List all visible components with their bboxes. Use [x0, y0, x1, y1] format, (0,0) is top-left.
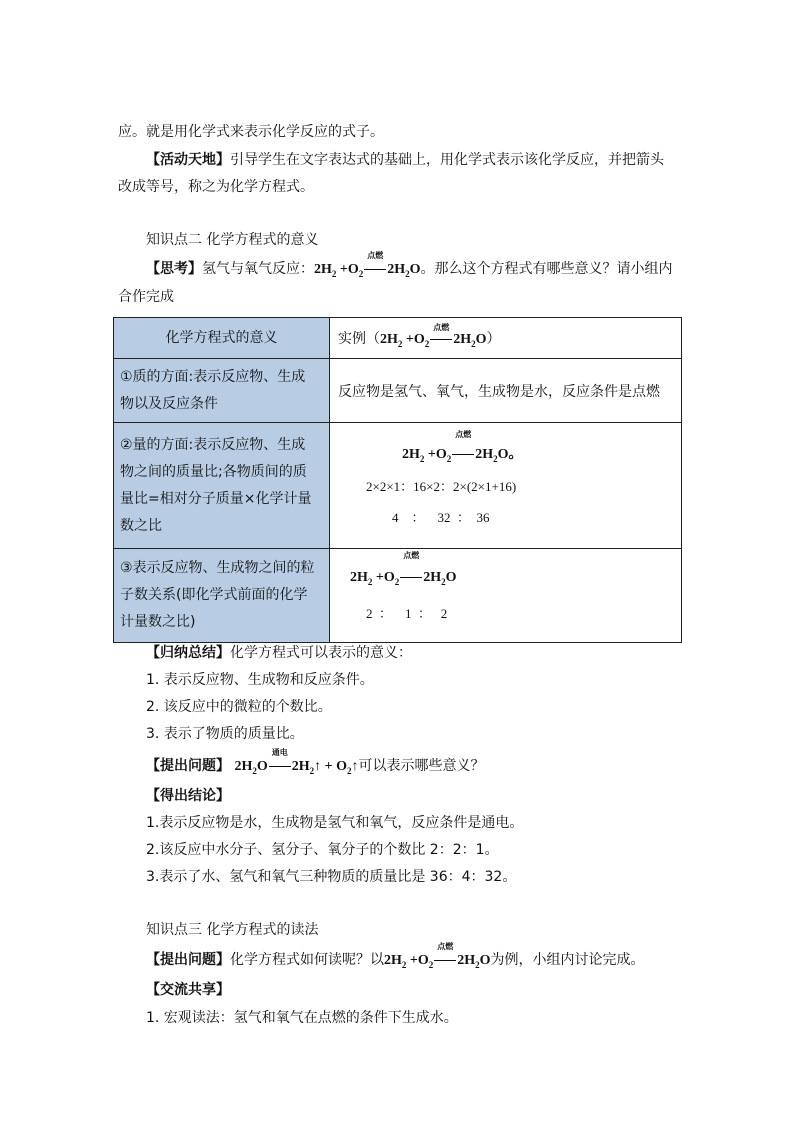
row2-right	[330, 423, 682, 549]
activity-paragraph-cont: 改成等号，称之为化学方程式。	[118, 179, 314, 195]
list-item: 3.表示了水、氢气和氧气三种物质的质量比是 36：4：32。	[146, 869, 517, 885]
row2-mass-calc: 2×2×1：16×2：2×(2×1+16)	[366, 478, 517, 494]
list-item: 1. 宏观读法：氢气和氧气在点燃的条件下生成水。	[146, 1010, 458, 1026]
question2-post: 为例，小组内讨论完成。	[490, 952, 645, 968]
question-paragraph	[146, 748, 485, 777]
summary-paragraph	[146, 643, 412, 663]
equation-h2-o2: $2H_2 +O_2$ 点燃 $2H_2O$	[314, 251, 421, 279]
condition-burn: 点燃	[364, 260, 386, 280]
row2-equation: $2H_2 +O_2$ 点燃 $2H_2O$。	[402, 429, 523, 464]
condition-electric: 通电	[269, 757, 291, 777]
paragraph-1: 应。就是用化学式来表示化学反应的式子。	[118, 124, 384, 140]
question-tag: 【提出问题】	[146, 758, 230, 774]
table-header-row	[114, 318, 682, 359]
summary-text: 化学方程式可以表示的意义：	[230, 645, 412, 661]
list-item: 2.该反应中水分子、氢分子、氧分子的个数比 2：2：1。	[146, 842, 499, 858]
think-pre: 氢气与氧气反应：	[202, 261, 314, 277]
table-row	[114, 549, 682, 643]
table-row	[114, 423, 682, 549]
question-tail: 可以表示哪些意义？	[358, 758, 485, 774]
question2-pre: 化学方程式如何读呢？以	[230, 952, 384, 968]
row2-mass-ratio: 4 ： 32 ： 36	[392, 509, 490, 525]
list-item: 3. 表示了物质的质量比。	[146, 726, 304, 742]
knowledge-point-2-heading: 知识点二 化学方程式的意义	[146, 232, 319, 248]
activity-tag: 【活动天地】	[146, 152, 230, 168]
share-tag: 【交流共享】	[146, 982, 230, 998]
row3-particle-ratio: 2 ： 1 ： 2	[366, 605, 448, 621]
question2-paragraph	[146, 942, 645, 971]
row3-right	[330, 549, 682, 643]
activity-paragraph	[146, 150, 664, 170]
think-paragraph	[146, 251, 673, 280]
row1-left: ①质的方面:表示反应物、生成 物以及反应条件	[114, 359, 330, 423]
table-row	[114, 359, 682, 423]
question2-tag: 【提出问题】	[146, 952, 230, 968]
meaning-table	[113, 317, 682, 643]
activity-text: 引导学生在文字表达式的基础上，用化学式表示该化学反应，并把箭头	[230, 152, 664, 168]
think-post: 。那么这个方程式有哪些意义？请小组内	[420, 261, 673, 277]
header-left: 化学方程式的意义	[114, 318, 330, 359]
list-item: 1.表示反应物是水，生成物是氢气和氧气，反应条件是通电。	[146, 815, 524, 831]
header-right: 实例（$2H_2 +O_2$ 点燃 $2H_2O$）	[330, 318, 682, 359]
row2-left: ②量的方面:表示反应物、生成 物之间的质量比;各物质间的质 量比=相对分子质量×化学计量 数之比	[114, 423, 330, 549]
summary-tag: 【归纳总结】	[146, 645, 230, 661]
row1-right: 反应物是氢气、氧气，生成物是水，反应条件是点燃	[330, 359, 682, 423]
list-item: 2. 该反应中的微粒的个数比。	[146, 699, 332, 715]
row3-equation: $2H_2 +O_2$ 点燃 $2H_2O$	[350, 550, 457, 587]
list-item: 1. 表示反应物、生成物和反应条件。	[146, 672, 374, 688]
row3-left: ③表示反应物、生成物之间的粒 子数关系(即化学式前面的化学 计量数之比)	[114, 549, 330, 643]
knowledge-point-3-heading: 知识点三 化学方程式的读法	[146, 922, 319, 938]
equation-h2-o2-2: $2H_2 +O_2$ 点燃 $2H_2O$	[384, 942, 491, 970]
think-tag: 【思考】	[146, 261, 202, 277]
think-paragraph-cont: 合作完成	[118, 289, 174, 305]
equation-electrolysis: $2H_2O$ 通电 $2H_2↑$ + $O_2↑$	[234, 748, 359, 776]
conclusion-tag: 【得出结论】	[146, 788, 230, 804]
